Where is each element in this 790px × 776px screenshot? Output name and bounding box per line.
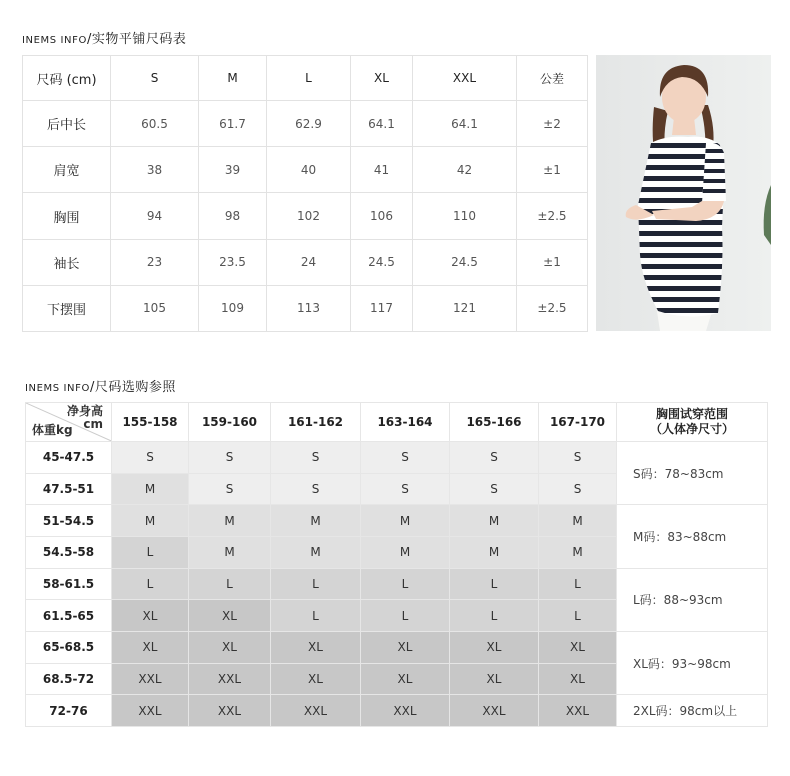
recommended-size: XXL <box>189 663 271 695</box>
recommended-size: XL <box>189 600 271 632</box>
recommended-size: M <box>450 536 539 568</box>
brand-label: INEMS INFO <box>25 383 90 394</box>
measurement-value: 23 <box>111 239 199 285</box>
measurement-value: 24.5 <box>413 239 517 285</box>
recommended-size: XL <box>450 663 539 695</box>
recommended-size: XXL <box>539 695 617 727</box>
measurement-value: 24 <box>267 239 351 285</box>
recommended-size: XL <box>361 631 450 663</box>
chest-fit-range: S码：78~83cm <box>617 441 768 504</box>
recommended-size: M <box>361 505 450 537</box>
weight-range: 58-61.5 <box>26 568 112 600</box>
chest-fit-range: M码：83~88cm <box>617 505 768 568</box>
model-photo <box>596 55 771 331</box>
measurement-value: ±1 <box>517 239 588 285</box>
size-column-header: XXL <box>413 56 517 101</box>
measurement-value: 64.1 <box>413 101 517 147</box>
brand-label: INEMS INFO <box>22 35 87 46</box>
chest-fit-range-header: 胸围试穿范围 （人体净尺寸） <box>617 403 768 442</box>
measurement-value: 40 <box>267 147 351 193</box>
measurement-value: ±1 <box>517 147 588 193</box>
recommended-size: M <box>112 505 189 537</box>
garment-size-table <box>22 55 588 332</box>
measurement-value: ±2.5 <box>517 285 588 331</box>
recommended-size: XL <box>539 631 617 663</box>
guide-row <box>26 505 768 537</box>
size-recommendation-table <box>25 402 768 727</box>
weight-range: 45-47.5 <box>26 441 112 473</box>
recommended-size: XL <box>539 663 617 695</box>
recommended-size: XL <box>361 663 450 695</box>
size-guide-title <box>25 376 176 395</box>
recommended-size: S <box>361 441 450 473</box>
measurement-value: 109 <box>199 285 267 331</box>
recommended-size: S <box>539 441 617 473</box>
recommended-size: S <box>539 473 617 505</box>
recommended-size: M <box>361 536 450 568</box>
height-label: 净身高 cm <box>66 404 103 431</box>
recommended-size: L <box>189 568 271 600</box>
chest-fit-range: 2XL码：98cm以上 <box>617 695 768 727</box>
weight-range: 51-54.5 <box>26 505 112 537</box>
recommended-size: M <box>271 505 361 537</box>
recommended-size: S <box>450 441 539 473</box>
size-column-header: L <box>267 56 351 101</box>
recommended-size: XL <box>189 631 271 663</box>
measurement-value: 113 <box>267 285 351 331</box>
size-chart-title <box>22 28 186 47</box>
recommended-size: S <box>271 473 361 505</box>
recommended-size: M <box>189 505 271 537</box>
recommended-size: XL <box>271 663 361 695</box>
recommended-size: L <box>361 600 450 632</box>
measurement-value: 64.1 <box>351 101 413 147</box>
recommended-size: XXL <box>112 663 189 695</box>
measurement-value: 110 <box>413 193 517 239</box>
height-range-header: 161-162 <box>271 403 361 442</box>
guide-row <box>26 568 768 600</box>
recommended-size: M <box>539 536 617 568</box>
recommended-size: XL <box>112 631 189 663</box>
model-illustration <box>596 55 771 331</box>
recommended-size: L <box>450 600 539 632</box>
measurement-value: ±2 <box>517 101 588 147</box>
measurement-value: 41 <box>351 147 413 193</box>
measurement-value: 121 <box>413 285 517 331</box>
height-range-header: 159-160 <box>189 403 271 442</box>
measurement-value: 62.9 <box>267 101 351 147</box>
height-range-header: 167-170 <box>539 403 617 442</box>
chest-fit-range: XL码：93~98cm <box>617 631 768 694</box>
height-range-header: 165-166 <box>450 403 539 442</box>
recommended-size: L <box>361 568 450 600</box>
measurement-value: 106 <box>351 193 413 239</box>
measurement-value: 23.5 <box>199 239 267 285</box>
measurement-value: 94 <box>111 193 199 239</box>
size-column-header: S <box>111 56 199 101</box>
recommended-size: XXL <box>450 695 539 727</box>
measurement-value: 102 <box>267 193 351 239</box>
recommended-size: M <box>539 505 617 537</box>
recommended-size: L <box>450 568 539 600</box>
guide-row <box>26 631 768 663</box>
recommended-size: M <box>189 536 271 568</box>
recommended-size: M <box>271 536 361 568</box>
weight-range: 68.5-72 <box>26 663 112 695</box>
weight-range: 47.5-51 <box>26 473 112 505</box>
guide-header-row <box>26 403 768 442</box>
guide-row <box>26 441 768 473</box>
weight-label: 体重kg <box>32 422 73 437</box>
size-table-row <box>23 193 588 239</box>
recommended-size: L <box>539 600 617 632</box>
recommended-size: L <box>112 568 189 600</box>
weight-range: 61.5-65 <box>26 600 112 632</box>
measurement-value: 105 <box>111 285 199 331</box>
height-range-header: 163-164 <box>361 403 450 442</box>
size-table-row <box>23 147 588 193</box>
recommended-size: XXL <box>271 695 361 727</box>
height-weight-corner <box>26 403 112 442</box>
measurement-value: ±2.5 <box>517 193 588 239</box>
recommended-size: XL <box>112 600 189 632</box>
recommended-size: S <box>450 473 539 505</box>
size-column-header: XL <box>351 56 413 101</box>
measurement-label: 袖长 <box>23 239 111 285</box>
weight-range: 65-68.5 <box>26 631 112 663</box>
measurement-value: 98 <box>199 193 267 239</box>
recommended-size: XXL <box>361 695 450 727</box>
measurement-value: 24.5 <box>351 239 413 285</box>
recommended-size: XXL <box>112 695 189 727</box>
recommended-size: M <box>450 505 539 537</box>
measurement-label: 后中长 <box>23 101 111 147</box>
title-text: /尺码选购参照 <box>89 380 176 395</box>
measurement-value: 61.7 <box>199 101 267 147</box>
size-column-header: M <box>199 56 267 101</box>
recommended-size: XL <box>450 631 539 663</box>
measurement-value: 60.5 <box>111 101 199 147</box>
measurement-value: 42 <box>413 147 517 193</box>
recommended-size: S <box>189 473 271 505</box>
recommended-size: S <box>112 441 189 473</box>
size-table-row <box>23 285 588 331</box>
recommended-size: L <box>112 536 189 568</box>
measurement-value: 38 <box>111 147 199 193</box>
measurement-label: 胸围 <box>23 193 111 239</box>
size-table-row <box>23 239 588 285</box>
recommended-size: XXL <box>189 695 271 727</box>
recommended-size: M <box>112 473 189 505</box>
title-text: /实物平铺尺码表 <box>86 32 187 47</box>
size-column-header: 尺码 (cm) <box>23 56 111 101</box>
measurement-value: 117 <box>351 285 413 331</box>
recommended-size: S <box>361 473 450 505</box>
recommended-size: L <box>271 600 361 632</box>
recommended-size: XL <box>271 631 361 663</box>
height-range-header: 155-158 <box>112 403 189 442</box>
recommended-size: L <box>271 568 361 600</box>
measurement-label: 肩宽 <box>23 147 111 193</box>
recommended-size: S <box>189 441 271 473</box>
guide-row <box>26 695 768 727</box>
recommended-size: L <box>539 568 617 600</box>
recommended-size: S <box>271 441 361 473</box>
measurement-label: 下摆围 <box>23 285 111 331</box>
size-table-header <box>23 56 588 101</box>
weight-range: 72-76 <box>26 695 112 727</box>
measurement-value: 39 <box>199 147 267 193</box>
weight-range: 54.5-58 <box>26 536 112 568</box>
size-table-row <box>23 101 588 147</box>
chest-fit-range: L码：88~93cm <box>617 568 768 631</box>
size-column-header: 公差 <box>517 56 588 101</box>
